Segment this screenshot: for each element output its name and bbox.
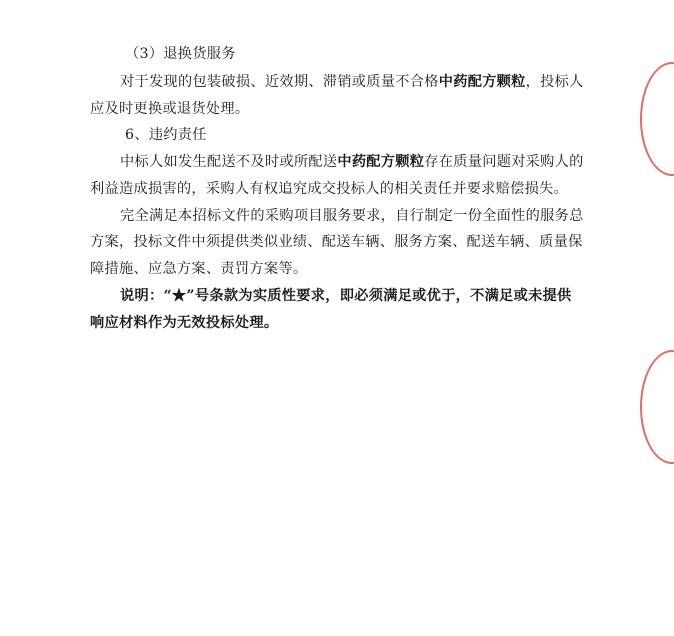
section-heading-returns [125, 45, 625, 63]
section-heading-breach [125, 126, 625, 144]
line-text: 利益造成损害的，采购人有权追究成交投标人的相关责任并要求赔偿损失。 [90, 181, 569, 197]
product-name-bold: 中药配方颗粒 [438, 74, 526, 90]
note-line [120, 287, 620, 305]
note-text: 响应材料作为无效投标处理。 [90, 315, 279, 331]
paragraph-line [90, 260, 590, 278]
line-text: 应及时更换或退货处理。 [90, 101, 250, 117]
line-text: 对于发现的包装破损、近效期、滞销或质量不合格 [120, 74, 439, 90]
seal-stamp-icon [640, 62, 674, 176]
paragraph-line [90, 233, 590, 251]
seal-stamp-icon [640, 350, 674, 464]
note-line [90, 314, 590, 332]
line-text: 中标人如发生配送不及时或所配送 [120, 154, 338, 170]
note-text: 说明：“★”号条款为实质性要求，即必须满足或优于，不满足或未提供 [120, 288, 572, 304]
line-text: 方案，投标文件中须提供类似业绩、配送车辆、服务方案、配送车辆、质量保 [90, 234, 583, 250]
line-text: 存在质量问题对采购人的 [424, 154, 584, 170]
paragraph-line [120, 153, 620, 171]
product-name-bold: 中药配方颗粒 [337, 154, 425, 170]
paragraph-line [120, 207, 620, 225]
line-text: 完全满足本招标文件的采购项目服务要求，自行制定一份全面性的服务总 [120, 208, 584, 224]
line-text: （3）退换货服务 [125, 46, 236, 62]
line-text: 障措施、应急方案、责罚方案等。 [90, 261, 308, 277]
paragraph-line [120, 73, 620, 91]
paragraph-line [90, 100, 590, 118]
paragraph-line [90, 180, 590, 198]
line-text: 6、违约责任 [125, 127, 207, 143]
line-text: ，投标人 [525, 74, 584, 90]
